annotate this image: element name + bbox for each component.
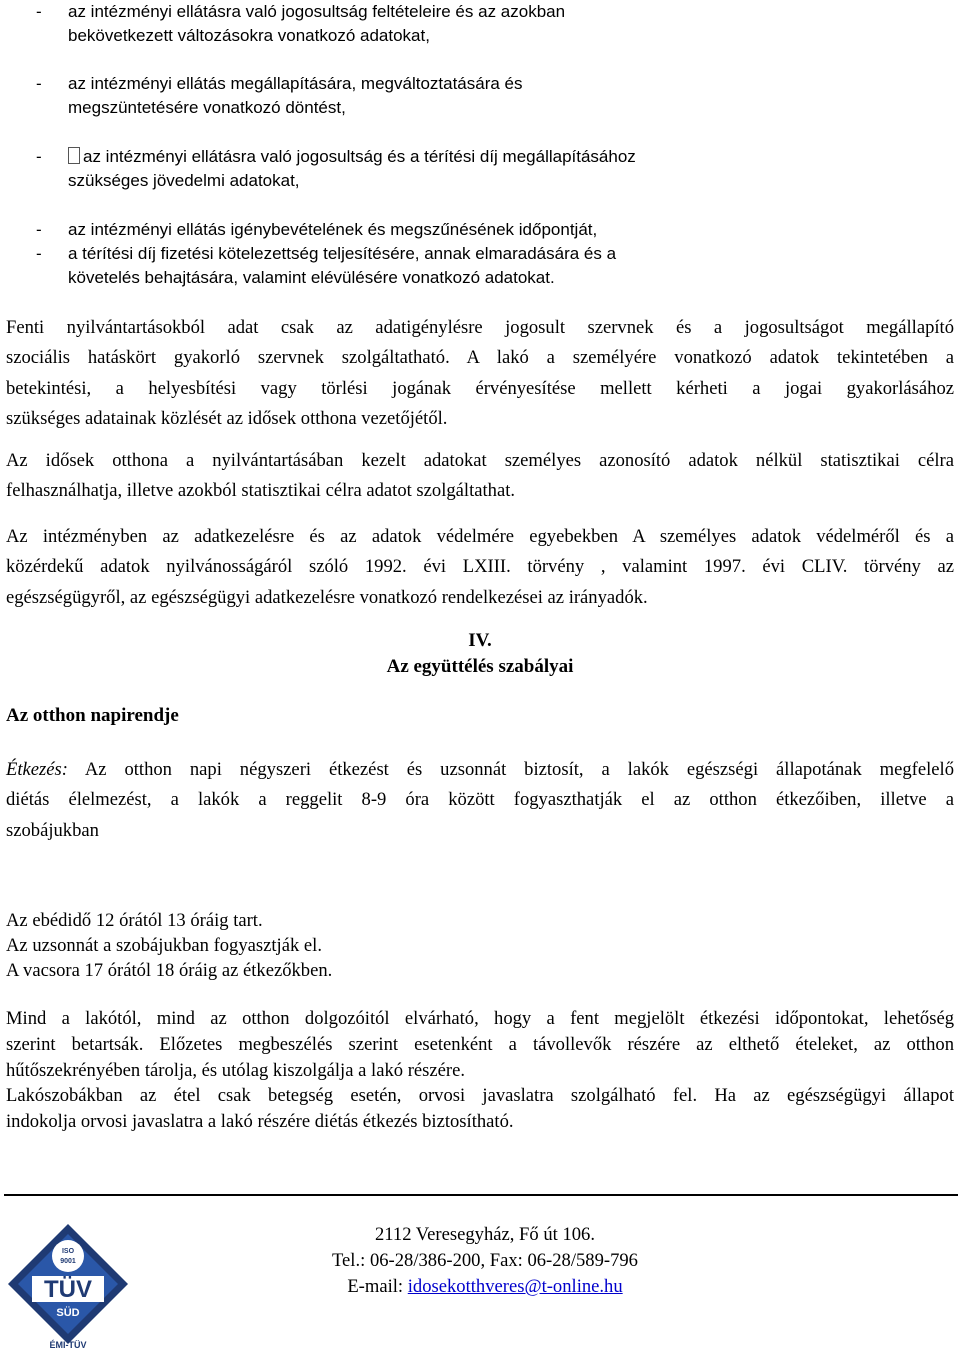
list-item-line: követelés behajtására, valamint elévülésére vonatkozó adatokat.: [68, 268, 555, 287]
footer-email-link[interactable]: idosekotthveres@t-online.hu: [407, 1276, 623, 1297]
list-dash: -: [36, 74, 42, 93]
paragraph-line: szociális hatáskört gyakorló szervnek szolgáltatható. A lakó a személyére vonatkozó adatok tekintetében a: [6, 347, 954, 369]
list-dash: -: [36, 220, 42, 239]
paragraph-line: diétás élelmezést, a lakók a reggelit 8-9 óra között fogyaszthatják el az otthon étkezőiben, illetve a: [6, 789, 954, 811]
paragraph-line: hűtőszekrényében tárolja, és utólag kiszolgálja a lakó részére.: [6, 1060, 465, 1081]
footer-address: 2112 Veresegyház, Fő út 106.: [375, 1224, 595, 1245]
paragraph-line: felhasználhatja, illetve azokból statisztikai célra adatot szolgáltathat.: [6, 480, 516, 502]
missing-glyph-box-icon: [68, 147, 80, 164]
list-dash: -: [36, 244, 42, 263]
list-item-line: az intézményi ellátás megállapítására, megváltoztatására és: [68, 74, 523, 93]
paragraph-line: egészségügyről, az egészségügyi adatkezelésre vonatkozó rendelkezései az irányadók.: [6, 586, 648, 608]
list-item-line: az intézményi ellátásra való jogosultság és a térítési díj megállapításához: [68, 145, 636, 169]
paragraph-line: Az idősek otthona a nyilvántartásában kezelt adatokat személyes azonosító adatok nélkül statisztikai célra: [6, 450, 954, 471]
paragraph-statistics: [6, 446, 954, 507]
schedule-line: Az uzsonnát a szobájukban fogyasztják el.: [6, 935, 322, 956]
footer-email-label: E-mail:: [347, 1276, 408, 1297]
footer-divider: [4, 1194, 958, 1196]
chapter-title: Az együttélés szabályai: [386, 656, 574, 677]
list-item-line: az intézményi ellátásra való jogosultság feltételeire és az azokban: [68, 2, 566, 21]
list-item-line: szükséges jövedelmi adatokat,: [68, 171, 300, 190]
paragraph-meal-times: [6, 1006, 954, 1084]
schedule-line: Az ebédidő 12 órától 13 óráig tart.: [6, 910, 263, 931]
list-dash: -: [36, 2, 42, 21]
paragraph-line: indokolja orvosi javaslatra a lakó részére diétás étkezés biztosítható.: [6, 1111, 514, 1132]
section-title: Az otthon napirendje: [6, 705, 179, 726]
logo-iso-text: ISO: [61, 1248, 75, 1255]
logo-sub-text: SÜD: [56, 1307, 80, 1319]
paragraph-legal-reference: [6, 522, 954, 613]
list-item-line: az intézményi ellátás igénybevételének és megszűnésének időpontját,: [68, 220, 598, 239]
meals-label: Étkezés:: [6, 759, 68, 780]
paragraph-meals: [6, 755, 954, 846]
paragraph-line: szerint betartsák. Előzetes megbeszélés szerint esetenként a távollevők részére az elthető ételeket, az otthon: [6, 1034, 954, 1055]
paragraph-line: Lakószobákban az étel csak betegség esetén, orvosi javaslatra szolgálható fel. Ha az egészségügyi állapot: [6, 1085, 954, 1106]
paragraph-line: szobájukban: [6, 819, 99, 841]
paragraph-line: Fenti nyilvántartásokból adat csak az adatigénylésre jogosult szervnek és a jogosultságot megállapító: [6, 317, 954, 338]
schedule-line: A vacsora 17 órától 18 óráig az étkezőkben.: [6, 960, 333, 981]
paragraph-line: Mind a lakótól, mind az otthon dolgozóitól elvárható, hogy a fent megjelölt étkezési időpontokat, lehetőség: [6, 1008, 954, 1029]
paragraph-line: közérdekű adatok nyilvánosságáról szóló 1992. évi LXIII. törvény , valamint 1997. évi CLIV. törvény az: [6, 556, 954, 578]
list-item-line: a térítési díj fizetési kötelezettség teljesítésére, annak elmaradására és a: [68, 244, 617, 263]
list-dash: -: [36, 147, 42, 166]
logo-brand-text: TÜV: [44, 1276, 92, 1303]
footer-email-line: [280, 1274, 690, 1301]
paragraph-data-access: [6, 313, 954, 434]
logo-bottom-text: ÉMI-TÜV: [49, 1340, 87, 1350]
paragraph-line: szükséges adatainak közlését az idősek otthona vezetőjétől.: [6, 407, 448, 429]
paragraph-room-meals: [6, 1083, 954, 1135]
chapter-number: IV.: [468, 630, 492, 651]
footer-phone: Tel.: 06-28/386-200, Fax: 06-28/589-796: [332, 1250, 638, 1271]
list-item-line: megszüntetésére vonatkozó döntést,: [68, 98, 346, 117]
logo-iso-number: 9001: [60, 1258, 76, 1265]
list-item-line: bekövetkezett változásokra vonatkozó adatokat,: [68, 26, 430, 45]
paragraph-line: Az intézményben az adatkezelésre és az adatok védelmére egyebekben A személyes adatok védelméről és a: [6, 526, 954, 547]
paragraph-line: betekintési, a helyesbítési vagy törlési jogának érvényesítése mellett kérheti a jogai gyakorlásához: [6, 377, 954, 399]
logo-iso-circle: [52, 1240, 84, 1272]
paragraph-line: Étkezés: Az otthon napi négyszeri étkezést és uzsonnát biztosít, a lakók egészségi állapotának megfelelő: [6, 759, 954, 780]
tuv-certification-logo: [6, 1222, 130, 1350]
